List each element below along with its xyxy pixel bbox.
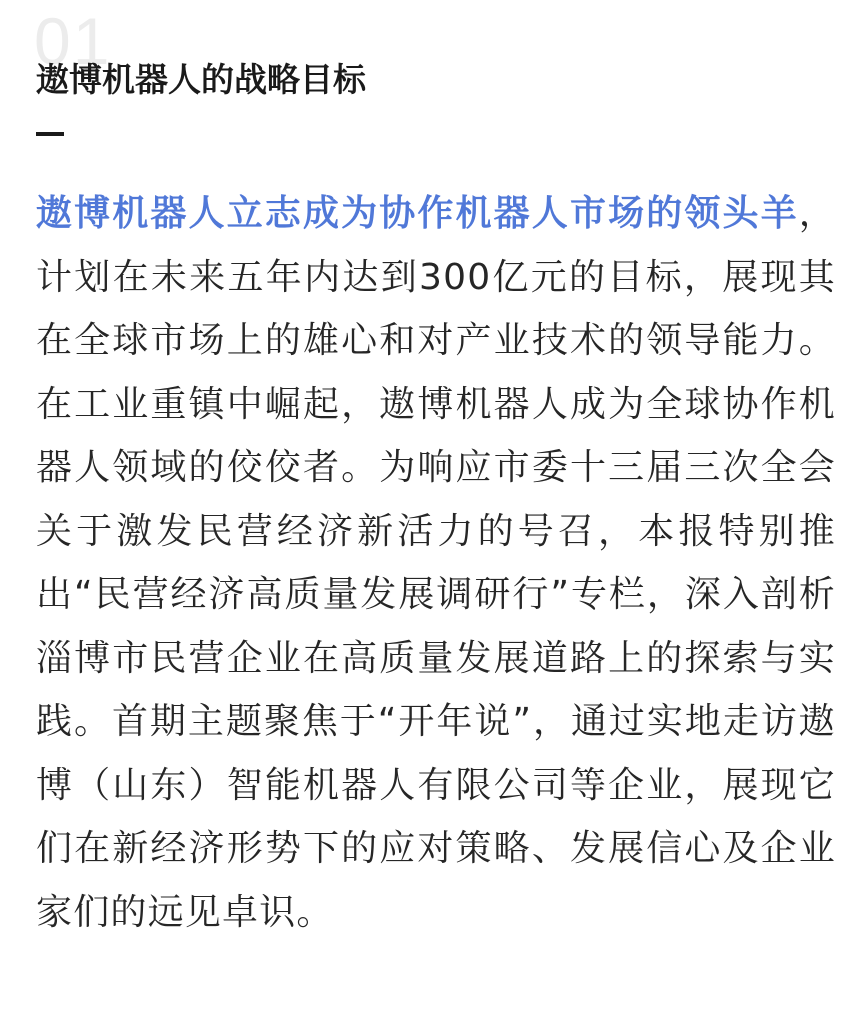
highlighted-lead: 遨博机器人立志成为协作机器人市场的领头羊 xyxy=(36,193,799,234)
title-underline xyxy=(36,132,64,136)
section-title: 遨博机器人的战略目标 xyxy=(36,60,366,99)
section-number: 01 xyxy=(34,4,112,78)
paragraph-text: ，计划在未来五年内达到300亿元的目标，展现其在全球市场上的雄心和对产业技术的领导能力。在工业重镇中崛起，遨博机器人成为全球协作机器人领域的佼佼者。为响应市委十三届三次全会关于激发民营经济新活力的号召，本报特别推出“民营经济高质量发展调研行”专栏，深入剖析淄博市民营企业在高质量发展道路上的探索与实践。首期主题聚焦于“开年说”，通过实地走访遨博（山东）智能机器人有限公司等企业，展现它们在新经济形势下的应对策略、发展信心及企业家们的远见卓识。 xyxy=(36,193,836,933)
article-paragraph xyxy=(36,182,836,944)
